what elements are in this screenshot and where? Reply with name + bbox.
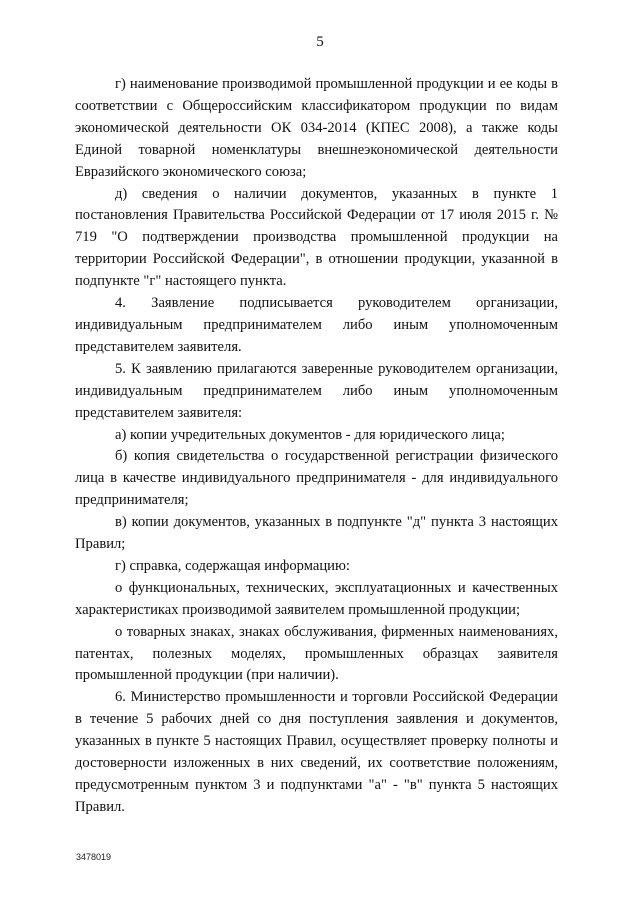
paragraph-item-g-product-name: г) наименование производимой промышленной продукции и ее коды в соответствии с Общероссийским классификатором продукции по видам экономической деятельности ОК 034-2014 (КПЕС 2008), а также коды Единой товарной номенклатуры внешнеэкономической деятельности Евразийского экономического союза;	[75, 76, 558, 180]
paragraph-5g-information-note: г) справка, содержащая информацию:	[115, 557, 350, 574]
paragraph-5v-document-copies: в) копии документов, указанных в подпункте "д" пункта 3 настоящих Правил;	[75, 514, 558, 553]
page-number: 5	[316, 34, 324, 50]
paragraph-5g-trademarks: о товарных знаках, знаках обслуживания, фирменных наименованиях, патентах, полезных моделях, промышленных образцах заявителя промышленной продукции (при наличии).	[75, 623, 558, 684]
document-body	[75, 74, 558, 819]
document-code: 3478019	[76, 852, 112, 862]
paragraph-6-ministry-review: 6. Министерство промышленности и торговли Российской Федерации в течение 5 рабочих дней со дня поступления заявления и документов, указанных в пункте 5 настоящих Правил, осуществляет проверку полноты и достоверности изложенных в них сведений, их соответствие положениям, предусмотренным пунктом 3 и подпунктами "а" - "в" пункта 5 настоящих Правил.	[75, 689, 558, 815]
paragraph-5b-registration-certificate: б) копия свидетельства о государственной регистрации физического лица в качестве индивидуального предпринимателя - для индивидуального предпринимателя;	[75, 448, 558, 509]
paragraph-5-attachments: 5. К заявлению прилагаются заверенные руководителем организации, индивидуальным предпринимателем либо иным уполномоченным представителем заявителя:	[75, 360, 558, 421]
paragraph-5g-product-characteristics: о функциональных, технических, эксплуатационных и качественных характеристиках производимой заявителем промышленной продукции;	[75, 579, 558, 618]
paragraph-5a-founding-documents: а) копии учредительных документов - для юридического лица;	[115, 426, 505, 443]
paragraph-4-application-signing: 4. Заявление подписывается руководителем организации, индивидуальным предпринимателем либо иным уполномоченным представителем заявителя.	[75, 295, 558, 355]
paragraph-item-d-documents-info: д) сведения о наличии документов, указанных в пункте 1 постановления Правительства Российской Федерации от 17 июля 2015 г. № 719 "О подтверждении производства промышленной продукции на территории Российской Федерации", в отношении продукции, указанной в подпункте "г" настоящего пункта.	[75, 185, 558, 290]
